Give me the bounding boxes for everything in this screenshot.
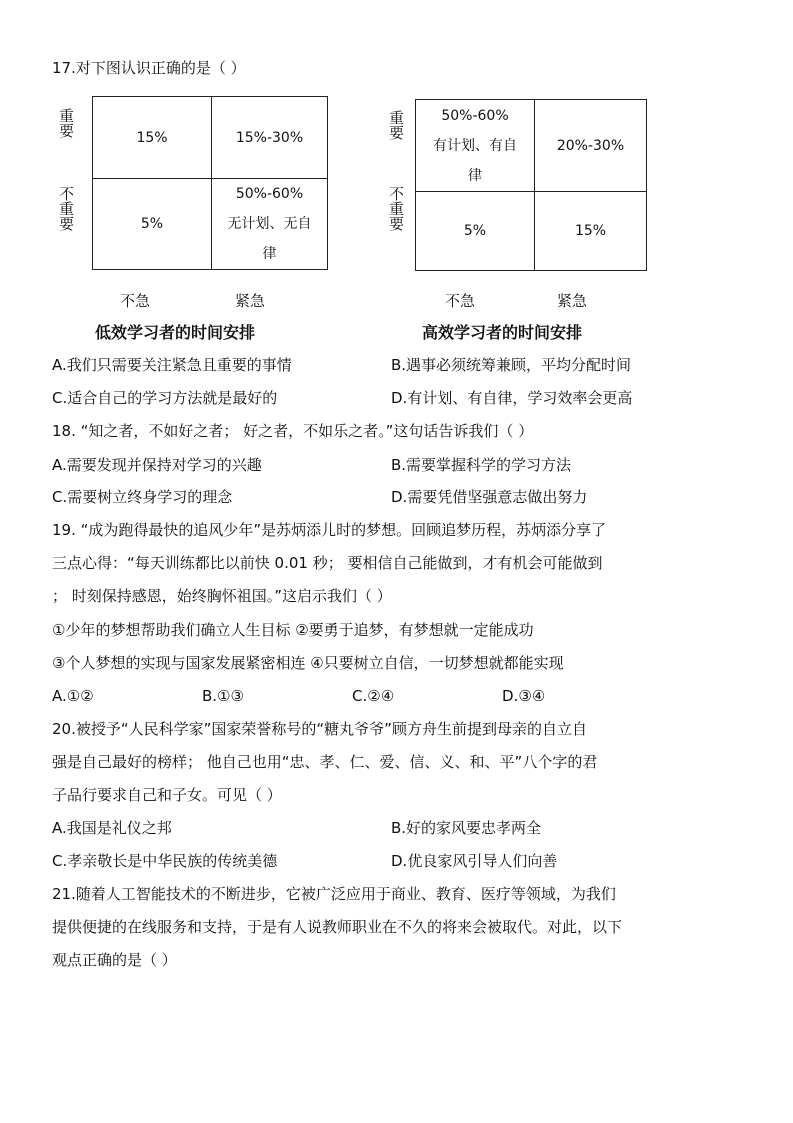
- q20-option-a[interactable]: A.我国是礼仪之邦: [52, 819, 172, 837]
- q18-stem: 18. “知之者，不如好之者； 好之者，不如乐之者。”这句话告诉我们（ ）: [52, 422, 534, 440]
- cell-line: 律: [468, 167, 482, 184]
- cell-line: 50%-60%: [235, 186, 304, 202]
- q17-option-a[interactable]: A.我们只需要关注紧急且重要的事情: [52, 356, 292, 374]
- right-chart-cell-unimportant-not-urgent: [416, 192, 535, 271]
- q19-option-d[interactable]: D.③④: [502, 687, 546, 705]
- q19-stem-line-1: 19. “成为跑得最快的追风少年”是苏炳添儿时的梦想。回顾追梦历程，苏炳添分享了: [52, 521, 607, 539]
- left-chart-cell-unimportant-urgent: [212, 179, 328, 270]
- q20-stem-line-3: 子品行要求自己和子女。可见（ ）: [52, 786, 282, 804]
- cell-line: 5%: [140, 216, 164, 232]
- q18-option-b[interactable]: B.需要掌握科学的学习方法: [391, 456, 572, 474]
- cell-line: 50%-60%: [441, 107, 509, 124]
- q17-option-c[interactable]: C.适合自己的学习方法就是最好的: [52, 389, 278, 407]
- q17-stem: 17.对下图认识正确的是（ ）: [52, 59, 246, 77]
- left-chart-cell-important-urgent: [212, 97, 328, 179]
- q20-option-d[interactable]: D.优良家风引导人们向善: [391, 852, 558, 870]
- cell-line: 15%: [574, 223, 607, 239]
- right-chart-x-right-label: 紧急: [557, 292, 588, 310]
- q19-statements-line-1: ①少年的梦想帮助我们确立人生目标 ②要勇于追梦，有梦想就一定能成功: [52, 621, 534, 639]
- left-chart-y-bottom-label: 不重要: [57, 186, 75, 231]
- q18-option-a[interactable]: A.需要发现并保持对学习的兴趣: [52, 456, 262, 474]
- q21-stem-line-1: 21.随着人工智能技术的不断进步，它被广泛应用于商业、教育、医疗等领域，为我们: [52, 885, 616, 903]
- q19-option-a[interactable]: A.①②: [52, 687, 94, 705]
- right-chart-y-top-label: 重要: [387, 110, 405, 140]
- right-chart-cell-unimportant-urgent: [535, 192, 647, 271]
- cell-line: 15%: [136, 129, 168, 146]
- q21-stem-line-2: 提供便捷的在线服务和支持，于是有人说教师职业在不久的将来会被取代。对此，以下: [52, 918, 623, 936]
- q20-option-b[interactable]: B.好的家风要忠孝两全: [391, 819, 542, 837]
- q18-option-d[interactable]: D.需要凭借坚强意志做出努力: [391, 488, 588, 506]
- q19-option-b[interactable]: B.①③: [202, 687, 244, 705]
- right-chart-y-bottom-label: 不重要: [387, 186, 405, 231]
- left-chart-y-top-label: 重要: [57, 108, 75, 138]
- q19-stem-line-2: 三点心得：“每天训练都比以前快 0.01 秒； 要相信自己能做到，才有机会可能做到: [52, 554, 603, 572]
- cell-line: 律: [262, 246, 277, 262]
- left-chart-grid: [92, 96, 328, 270]
- q20-stem-line-2: 强是自己最好的榜样； 他自己也用“忠、孝、仁、爱、信、义、和、平”八个字的君: [52, 753, 598, 771]
- cell-line: 15%-30%: [235, 129, 304, 146]
- q21-stem-line-3: 观点正确的是（ ）: [52, 951, 177, 969]
- q19-option-c[interactable]: C.②④: [352, 687, 395, 705]
- left-chart-x-left-label: 不急: [120, 292, 151, 310]
- left-chart-x-right-label: 紧急: [235, 292, 266, 310]
- right-chart-caption: 高效学习者的时间安排: [422, 323, 583, 342]
- cell-line: 20%-30%: [556, 137, 625, 154]
- cell-line: 有计划、有自: [433, 137, 517, 154]
- right-chart-grid: [415, 99, 647, 271]
- left-chart-cell-unimportant-not-urgent: [93, 179, 212, 270]
- q17-option-d[interactable]: D.有计划、有自律，学习效率会更高: [391, 389, 633, 407]
- left-chart-cell-important-not-urgent: [93, 97, 212, 179]
- cell-line: 5%: [463, 223, 487, 239]
- q17-option-b[interactable]: B.遇事必须统筹兼顾，平均分配时间: [391, 356, 632, 374]
- q19-statements-line-2: ③个人梦想的实现与国家发展紧密相连 ④只要树立自信，一切梦想就都能实现: [52, 654, 564, 672]
- q20-option-c[interactable]: C.孝亲敬长是中华民族的传统美德: [52, 852, 278, 870]
- cell-line: 无计划、无自: [227, 216, 312, 232]
- q20-stem-line-1: 20.被授予“人民科学家”国家荣誉称号的“糖丸爷爷”顾方舟生前提到母亲的自立自: [52, 720, 587, 738]
- q19-stem-line-3: ； 时刻保持感恩，始终胸怀祖国。”这启示我们（ ）: [52, 587, 392, 605]
- right-chart-x-left-label: 不急: [445, 292, 476, 310]
- right-chart-cell-important-not-urgent: [416, 100, 535, 192]
- q18-option-c[interactable]: C.需要树立终身学习的理念: [52, 488, 233, 506]
- left-chart-caption: 低效学习者的时间安排: [95, 323, 256, 342]
- right-chart-cell-important-urgent: [535, 100, 647, 192]
